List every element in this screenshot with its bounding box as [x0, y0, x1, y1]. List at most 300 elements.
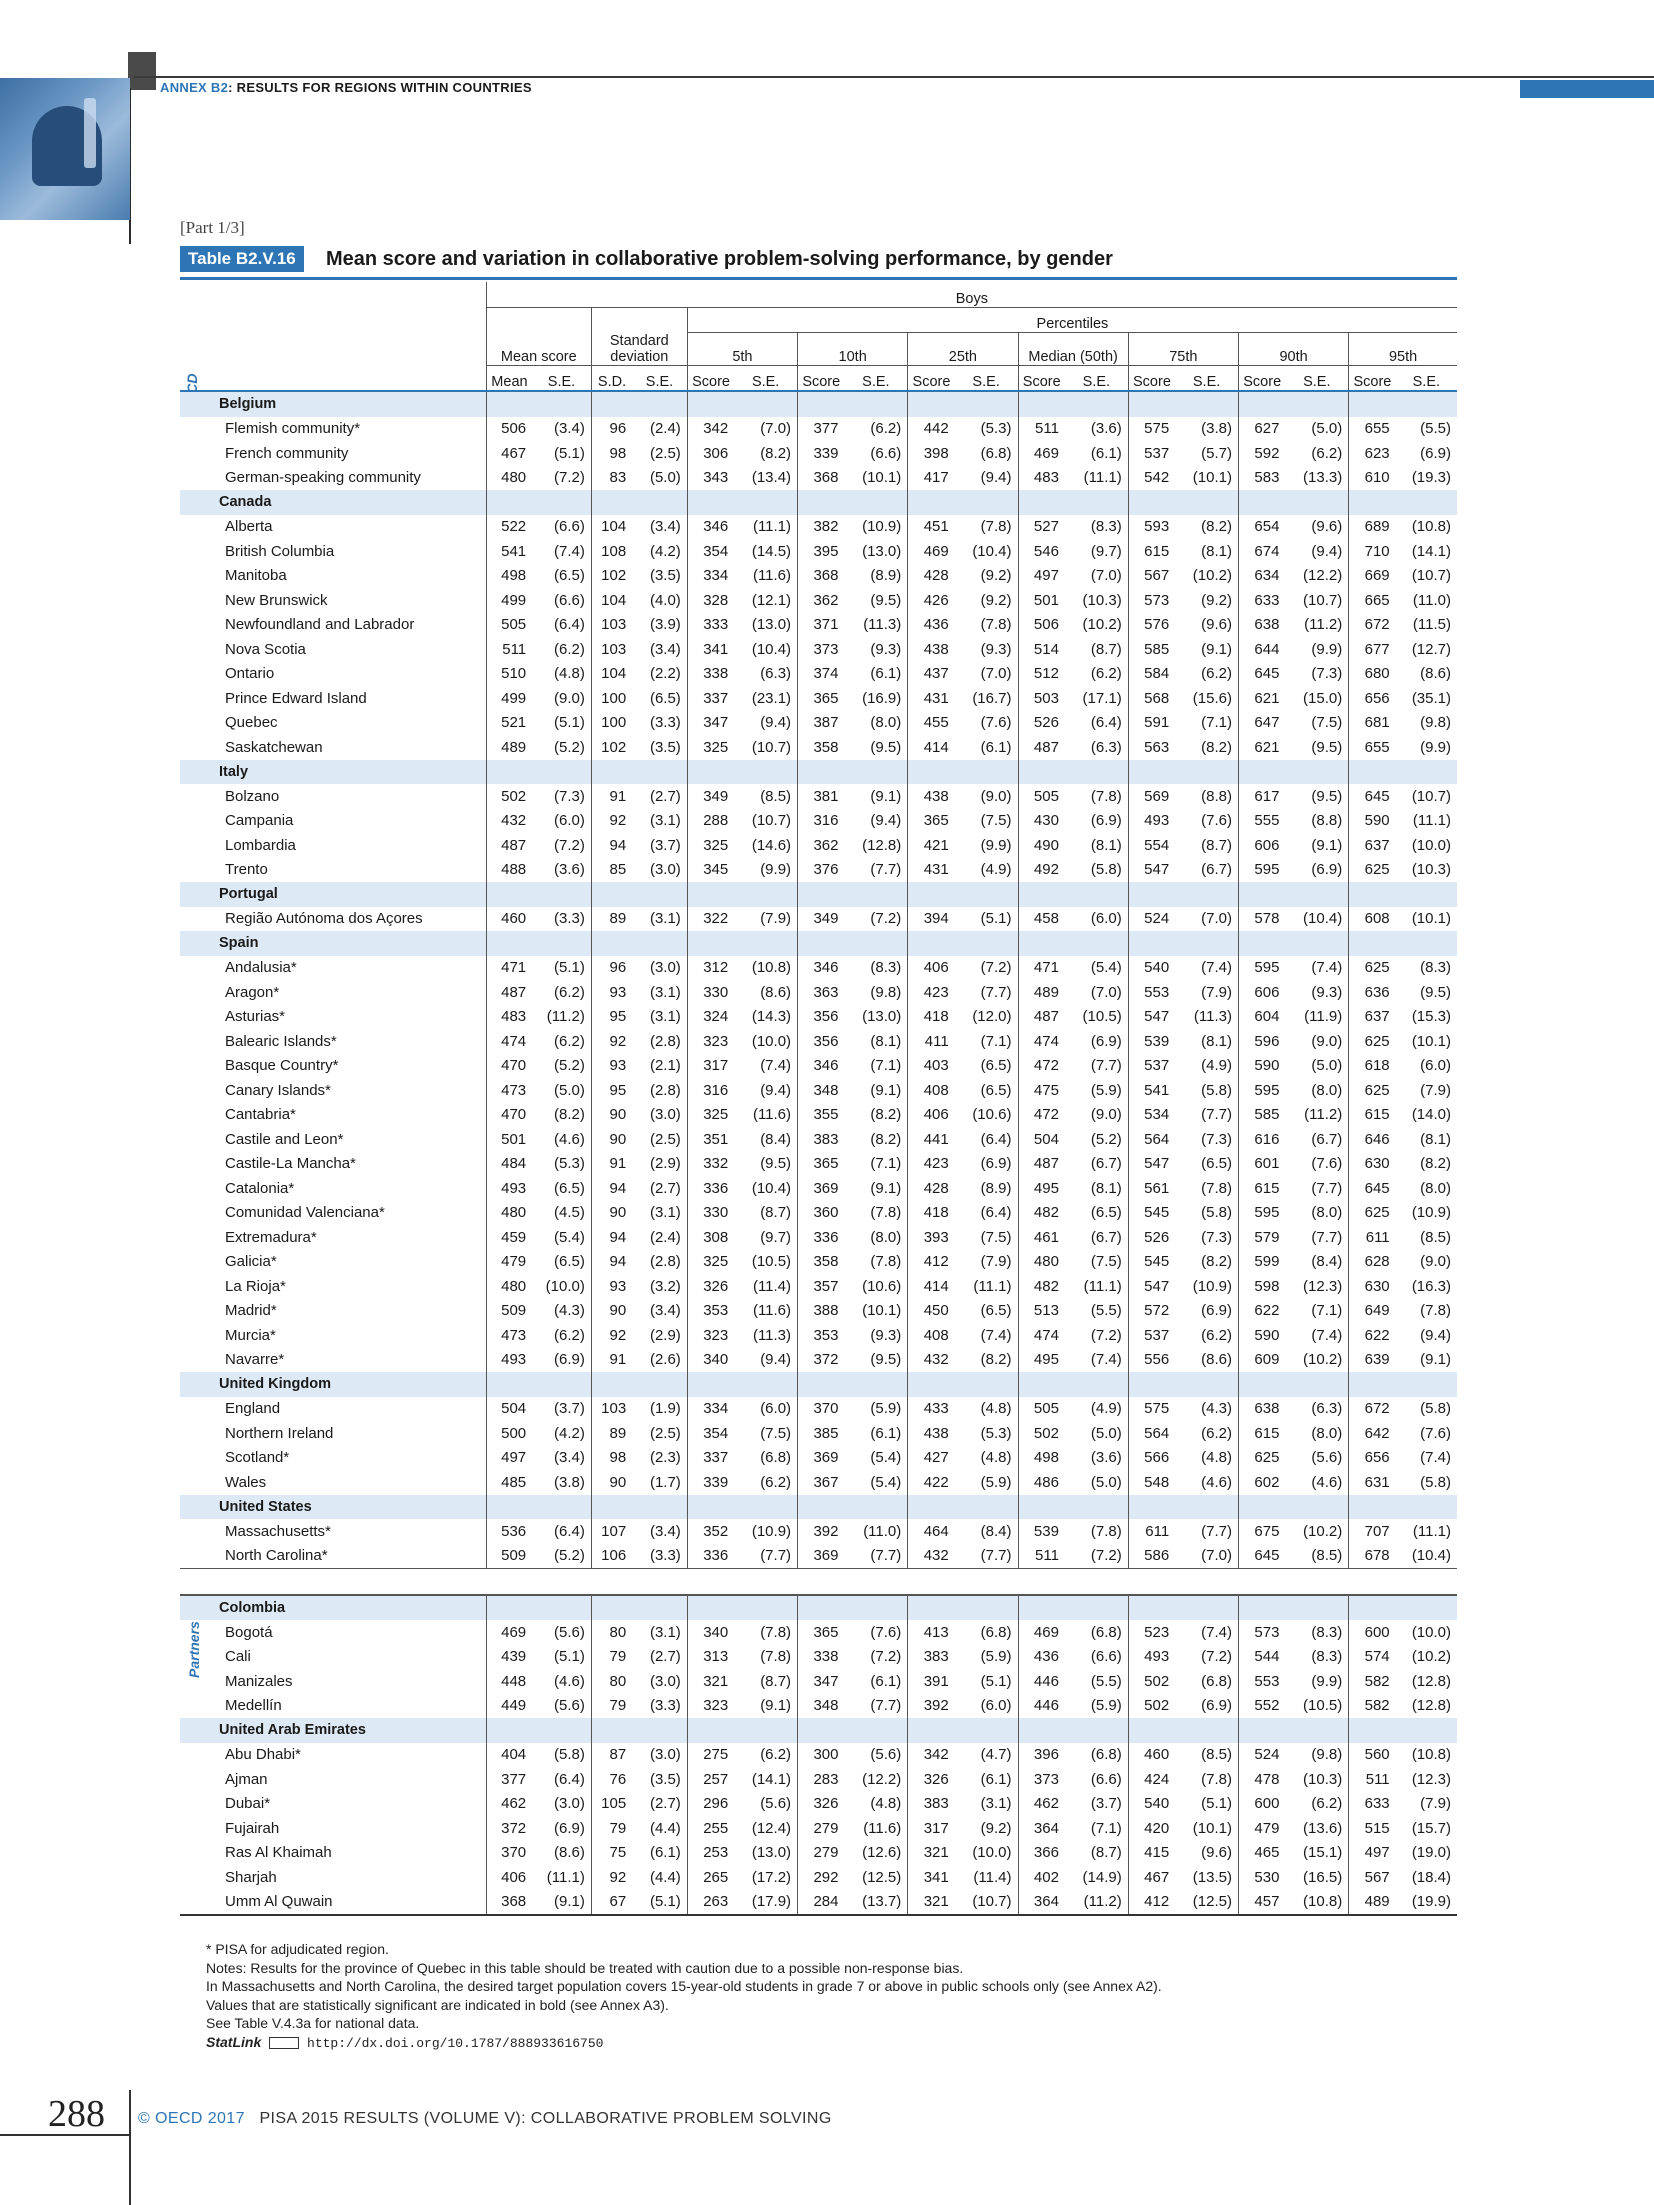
value-cell: 328	[687, 588, 734, 613]
value-cell: 79	[591, 1816, 632, 1841]
se-cell: (6.1)	[870, 1672, 902, 1690]
table-row	[180, 956, 1457, 981]
header-p90: 90th	[1238, 333, 1348, 366]
se-cell: (9.1)	[1201, 640, 1232, 658]
subheader-se: S.E.	[1065, 365, 1128, 391]
value-cell: 645	[1349, 1176, 1396, 1201]
se-cell: (7.8)	[1201, 1179, 1232, 1197]
value-cell: 655	[1349, 735, 1396, 760]
value-cell: 460	[1128, 1743, 1175, 1768]
value-cell: 621	[1238, 686, 1285, 711]
value-cell: 358	[798, 735, 845, 760]
value-cell: 502	[1128, 1694, 1175, 1719]
value-cell: 90	[591, 1299, 632, 1324]
table-row	[180, 1544, 1457, 1569]
se-cell: (5.8)	[1201, 1204, 1232, 1222]
se-cell: (7.6)	[1201, 812, 1232, 830]
value-cell: 330	[687, 1201, 734, 1226]
se-cell: (10.0)	[545, 1277, 585, 1295]
se-cell: (9.0)	[1090, 1106, 1122, 1124]
se-cell: (3.0)	[554, 1795, 585, 1813]
se-cell: (7.6)	[870, 1623, 902, 1641]
value-cell: 541	[486, 539, 532, 564]
se-cell: (8.1)	[1201, 542, 1232, 560]
footer-vertical-rule	[129, 2090, 131, 2205]
se-cell: (5.2)	[554, 738, 585, 756]
value-cell: 579	[1238, 1225, 1285, 1250]
value-cell: 637	[1349, 1005, 1396, 1030]
region-name: Wales	[225, 1473, 267, 1491]
value-cell: 647	[1238, 711, 1285, 736]
value-cell: 371	[798, 613, 845, 638]
value-cell: 656	[1349, 1446, 1396, 1471]
country-row	[180, 391, 1457, 417]
value-cell: 96	[591, 956, 632, 981]
value-cell: 504	[1018, 1127, 1065, 1152]
se-cell: (6.6)	[870, 444, 902, 462]
value-cell: 530	[1238, 1865, 1285, 1890]
se-cell: (1.7)	[649, 1473, 681, 1491]
value-cell: 348	[798, 1694, 845, 1719]
se-cell: (15.6)	[1192, 689, 1232, 707]
se-cell: (7.6)	[980, 714, 1012, 732]
se-cell: (10.1)	[862, 1302, 902, 1320]
country-row	[180, 882, 1457, 907]
value-cell: 313	[687, 1645, 734, 1670]
se-cell: (7.5)	[980, 812, 1012, 830]
se-cell: (2.8)	[649, 1253, 681, 1271]
value-cell: 339	[798, 441, 845, 466]
se-cell: (10.5)	[751, 1253, 792, 1271]
se-cell: (7.4)	[980, 1326, 1012, 1344]
se-cell: (6.8)	[980, 444, 1012, 462]
note-adjudicated: * PISA for adjudicated region.	[206, 1941, 389, 1957]
se-cell: (4.7)	[980, 1746, 1012, 1764]
se-cell: (10.8)	[1285, 1890, 1348, 1916]
table-row	[180, 809, 1457, 834]
table-row	[180, 1446, 1457, 1471]
value-cell: 497	[1349, 1841, 1396, 1866]
se-cell: (6.2)	[554, 640, 585, 658]
se-cell: (3.3)	[649, 714, 681, 732]
value-cell: 469	[486, 1620, 532, 1645]
header-p50: Median (50th)	[1018, 333, 1128, 366]
value-cell: 523	[1128, 1620, 1175, 1645]
region-name: Campania	[225, 812, 294, 830]
region-name: Manitoba	[225, 567, 287, 585]
se-cell: (12.6)	[862, 1844, 902, 1862]
value-cell: 625	[1349, 1201, 1396, 1226]
se-cell: (11.1)	[1412, 812, 1451, 830]
value-cell: 630	[1349, 1274, 1396, 1299]
se-cell: (5.0)	[1090, 1473, 1122, 1491]
value-cell: 472	[1018, 1054, 1065, 1079]
table-row	[180, 1176, 1457, 1201]
se-cell: (15.3)	[1411, 1008, 1451, 1026]
se-cell: (7.4)	[760, 1057, 792, 1075]
subheader-mean: Mean	[486, 365, 532, 391]
se-cell: (11.4)	[752, 1277, 792, 1295]
se-cell: (2.8)	[649, 1081, 681, 1099]
value-cell: 355	[798, 1103, 845, 1128]
value-cell: 489	[486, 735, 532, 760]
region-name: Navarre*	[225, 1351, 285, 1369]
value-cell: 90	[591, 1201, 632, 1226]
value-cell: 492	[1018, 858, 1065, 883]
se-cell: (18.4)	[1411, 1868, 1451, 1886]
table-row	[180, 1323, 1457, 1348]
value-cell: 351	[687, 1127, 734, 1152]
se-cell: (3.4)	[649, 1302, 681, 1320]
note-national-data: See Table V.4.3a for national data.	[206, 2015, 420, 2031]
value-cell: 602	[1238, 1470, 1285, 1495]
value-cell: 564	[1128, 1421, 1175, 1446]
se-cell: (7.4)	[1311, 959, 1343, 977]
value-cell: 511	[1349, 1767, 1396, 1792]
value-cell: 622	[1238, 1299, 1285, 1324]
region-name: Aragon*	[225, 983, 280, 1001]
annex-prefix: ANNEX B2	[160, 80, 229, 95]
value-cell: 347	[687, 711, 734, 736]
se-cell: (8.0)	[1311, 1081, 1343, 1099]
region-name: Bolzano	[225, 787, 280, 805]
se-cell: (12.3)	[1411, 1770, 1451, 1788]
value-cell: 609	[1238, 1348, 1285, 1373]
annex-heading	[160, 80, 532, 95]
region-name: Galicia*	[225, 1253, 277, 1271]
se-cell: (13.0)	[751, 1844, 792, 1862]
value-cell: 381	[798, 784, 845, 809]
se-cell: (8.4)	[1311, 1253, 1343, 1271]
value-cell: 595	[1238, 956, 1285, 981]
se-cell: (10.7)	[1411, 787, 1451, 805]
se-cell: (3.9)	[649, 616, 681, 634]
se-cell: (4.9)	[1090, 1400, 1122, 1418]
value-cell: 480	[486, 1201, 532, 1226]
se-cell: (7.2)	[554, 469, 585, 487]
value-cell: 616	[1238, 1127, 1285, 1152]
se-cell: (5.2)	[1090, 1130, 1122, 1148]
se-cell: (8.3)	[1311, 1648, 1343, 1666]
value-cell: 615	[1238, 1421, 1285, 1446]
se-cell: (8.9)	[980, 1179, 1012, 1197]
region-name: Newfoundland and Labrador	[225, 616, 415, 634]
se-cell: (5.2)	[554, 1057, 585, 1075]
value-cell: 104	[591, 662, 632, 687]
se-cell: (6.7)	[1201, 861, 1232, 879]
se-cell: (7.8)	[1090, 787, 1122, 805]
se-cell: (15.7)	[1411, 1819, 1451, 1837]
se-cell: (6.2)	[554, 1326, 585, 1344]
value-cell: 340	[687, 1620, 734, 1645]
value-cell: 628	[1349, 1250, 1396, 1275]
country-name: Spain	[180, 931, 486, 956]
se-cell: (5.4)	[870, 1449, 902, 1467]
value-cell: 89	[591, 907, 632, 932]
se-cell: (13.7)	[844, 1890, 907, 1916]
country-row	[180, 1372, 1457, 1397]
se-cell: (11.2)	[1065, 1890, 1128, 1916]
se-cell: (7.7)	[1090, 1057, 1122, 1075]
value-cell: 275	[687, 1743, 734, 1768]
se-cell: (6.2)	[1090, 665, 1122, 683]
se-cell: (7.1)	[870, 1155, 902, 1173]
se-cell: (6.2)	[1201, 1326, 1232, 1344]
subheader-se: S.E.	[1396, 365, 1457, 391]
se-cell: (5.9)	[1090, 1081, 1122, 1099]
se-cell: (3.0)	[649, 861, 681, 879]
value-cell: 537	[1128, 1054, 1175, 1079]
value-cell: 482	[1018, 1274, 1065, 1299]
value-cell: 317	[687, 1054, 734, 1079]
value-cell: 369	[798, 1176, 845, 1201]
se-cell: (9.2)	[980, 567, 1012, 585]
se-cell: (10.7)	[1411, 567, 1451, 585]
se-cell: (12.5)	[862, 1868, 902, 1886]
region-name: Ajman	[225, 1770, 268, 1788]
statlink-url[interactable]: http://dx.doi.org/10.1787/888933616750	[307, 2035, 604, 2051]
se-cell: (14.1)	[1411, 542, 1451, 560]
se-cell: (8.2)	[1420, 1155, 1451, 1173]
se-cell: (13.0)	[862, 542, 902, 560]
value-cell: 665	[1349, 588, 1396, 613]
value-cell: 346	[687, 515, 734, 540]
se-cell: (10.2)	[1303, 1351, 1343, 1369]
value-cell: 394	[908, 907, 955, 932]
se-cell: (6.9)	[1420, 444, 1451, 462]
value-cell: 322	[687, 907, 734, 932]
se-cell: (9.4)	[870, 812, 902, 830]
region-name: Trento	[225, 861, 268, 879]
header-standard-deviation: Standard deviation	[591, 333, 687, 366]
value-cell: 596	[1238, 1029, 1285, 1054]
header-photo	[0, 78, 130, 220]
value-cell: 336	[687, 1544, 734, 1569]
value-cell: 680	[1349, 662, 1396, 687]
se-cell: (7.4)	[1311, 1326, 1343, 1344]
table-row	[180, 1816, 1457, 1841]
se-cell: (4.0)	[649, 591, 681, 609]
table-row	[180, 735, 1457, 760]
value-cell: 625	[1349, 956, 1396, 981]
table-row	[180, 1348, 1457, 1373]
se-cell: (14.3)	[751, 1008, 792, 1026]
se-cell: (4.2)	[554, 1424, 585, 1442]
se-cell: (13.6)	[1303, 1819, 1343, 1837]
region-name: Northern Ireland	[225, 1424, 334, 1442]
subheader-se: S.E.	[1285, 365, 1348, 391]
se-cell: (16.7)	[972, 689, 1012, 707]
value-cell: 437	[908, 662, 955, 687]
se-cell: (7.1)	[980, 1032, 1012, 1050]
value-cell: 469	[1018, 441, 1065, 466]
value-cell: 534	[1128, 1103, 1175, 1128]
value-cell: 94	[591, 1176, 632, 1201]
se-cell: (11.1)	[1412, 1522, 1451, 1540]
se-cell: (10.0)	[751, 1032, 792, 1050]
value-cell: 521	[486, 711, 532, 736]
value-cell: 352	[687, 1519, 734, 1544]
country-name: Italy	[180, 760, 486, 785]
se-cell: (8.2)	[760, 444, 792, 462]
value-cell: 283	[798, 1767, 845, 1792]
value-cell: 560	[1349, 1743, 1396, 1768]
header-percentiles: Percentiles	[687, 307, 1457, 333]
value-cell: 353	[798, 1323, 845, 1348]
se-cell: (14.1)	[751, 1770, 792, 1788]
se-cell: (8.5)	[1420, 1228, 1451, 1246]
se-cell: (4.3)	[1201, 1400, 1232, 1418]
se-cell: (9.5)	[1311, 738, 1343, 756]
value-cell: 439	[486, 1645, 532, 1670]
value-cell: 263	[687, 1890, 734, 1916]
se-cell: (7.9)	[980, 1253, 1012, 1271]
subheader-se: S.E.	[1175, 365, 1238, 391]
region-name: Cali	[225, 1648, 251, 1666]
se-cell: (6.1)	[870, 1424, 902, 1442]
value-cell: 502	[486, 784, 532, 809]
value-cell: 474	[1018, 1029, 1065, 1054]
se-cell: (10.5)	[1082, 1008, 1122, 1026]
se-cell: (19.9)	[1396, 1890, 1457, 1916]
value-cell: 406	[908, 1103, 955, 1128]
value-cell: 625	[1349, 858, 1396, 883]
value-cell: 292	[798, 1865, 845, 1890]
se-cell: (6.9)	[1311, 861, 1343, 879]
value-cell: 87	[591, 1743, 632, 1768]
se-cell: (7.0)	[1090, 567, 1122, 585]
se-cell: (2.5)	[649, 1130, 681, 1148]
se-cell: (7.8)	[980, 518, 1012, 536]
value-cell: 553	[1238, 1669, 1285, 1694]
se-cell: (7.1)	[1201, 714, 1232, 732]
value-cell: 493	[486, 1176, 532, 1201]
value-cell: 461	[1018, 1225, 1065, 1250]
value-cell: 462	[1018, 1792, 1065, 1817]
se-cell: (7.0)	[760, 420, 792, 438]
value-cell: 675	[1238, 1519, 1285, 1544]
se-cell: (10.7)	[751, 738, 792, 756]
table-row	[180, 1274, 1457, 1299]
value-cell: 483	[1018, 466, 1065, 491]
se-cell: (2.7)	[649, 1648, 681, 1666]
value-cell: 383	[908, 1792, 955, 1817]
se-cell: (7.4)	[1090, 1351, 1122, 1369]
se-cell: (13.5)	[1192, 1868, 1232, 1886]
se-cell: (3.6)	[1090, 1449, 1122, 1467]
value-cell: 341	[908, 1865, 955, 1890]
subheader-se: S.E.	[955, 365, 1018, 391]
se-cell: (6.4)	[554, 1770, 585, 1788]
se-cell: (9.3)	[870, 640, 902, 658]
value-cell: 572	[1128, 1299, 1175, 1324]
value-cell: 487	[486, 980, 532, 1005]
se-cell: (8.2)	[870, 1130, 902, 1148]
se-cell: (6.5)	[1090, 1204, 1122, 1222]
se-cell: (17.2)	[751, 1868, 792, 1886]
table-header	[180, 282, 1457, 391]
se-cell: (6.5)	[554, 567, 585, 585]
value-cell: 458	[1018, 907, 1065, 932]
value-cell: 316	[798, 809, 845, 834]
partners-side-label: Partners	[186, 1621, 202, 1678]
region-name: Andalusia*	[225, 959, 297, 977]
value-cell: 474	[1018, 1323, 1065, 1348]
value-cell: 505	[486, 613, 532, 638]
value-cell: 369	[798, 1544, 845, 1569]
value-cell: 279	[798, 1816, 845, 1841]
value-cell: 479	[1238, 1816, 1285, 1841]
value-cell: 337	[687, 1446, 734, 1471]
value-cell: 377	[798, 417, 845, 442]
se-cell: (2.9)	[649, 1326, 681, 1344]
se-cell: (5.4)	[554, 1228, 585, 1246]
se-cell: (8.3)	[1311, 1623, 1343, 1641]
value-cell: 611	[1128, 1519, 1175, 1544]
se-cell: (11.1)	[973, 1277, 1012, 1295]
se-cell: (6.9)	[554, 1819, 585, 1837]
se-cell: (9.6)	[1201, 1844, 1232, 1862]
region-name: Basque Country*	[225, 1057, 339, 1075]
header-p75: 75th	[1128, 333, 1238, 366]
se-cell: (13.4)	[751, 469, 792, 487]
value-cell: 544	[1238, 1645, 1285, 1670]
se-cell: (3.4)	[554, 1449, 585, 1467]
se-cell: (10.8)	[751, 959, 792, 977]
se-cell: (9.9)	[980, 836, 1012, 854]
country-name: United Arab Emirates	[180, 1718, 486, 1743]
region-name: Medellín	[225, 1697, 282, 1715]
se-cell: (3.4)	[649, 640, 681, 658]
value-cell: 472	[1018, 1103, 1065, 1128]
value-cell: 473	[486, 1323, 532, 1348]
value-cell: 365	[798, 686, 845, 711]
se-cell: (12.7)	[1411, 640, 1451, 658]
value-cell: 669	[1349, 564, 1396, 589]
value-cell: 498	[486, 564, 532, 589]
country-name: Canada	[180, 490, 486, 515]
value-cell: 638	[1238, 1397, 1285, 1422]
value-cell: 432	[486, 809, 532, 834]
value-cell: 465	[1238, 1841, 1285, 1866]
se-cell: (6.2)	[554, 983, 585, 1001]
se-cell: (7.1)	[1311, 1302, 1343, 1320]
se-cell: (9.2)	[980, 1819, 1012, 1837]
value-cell: 103	[591, 637, 632, 662]
value-cell: 482	[1018, 1201, 1065, 1226]
se-cell: (10.1)	[1192, 469, 1232, 487]
value-cell: 567	[1349, 1865, 1396, 1890]
se-cell: (9.1)	[1311, 836, 1343, 854]
value-cell: 512	[1018, 662, 1065, 687]
statlink-label: StatLink	[206, 2033, 262, 2050]
se-cell: (4.4)	[649, 1819, 681, 1837]
se-cell: (10.7)	[955, 1890, 1018, 1916]
se-cell: (8.4)	[980, 1522, 1012, 1540]
value-cell: 323	[687, 1323, 734, 1348]
value-cell: 480	[486, 466, 532, 491]
se-cell: (7.9)	[1420, 1795, 1451, 1813]
value-cell: 324	[687, 1005, 734, 1030]
value-cell: 75	[591, 1841, 632, 1866]
se-cell: (4.6)	[554, 1672, 585, 1690]
value-cell: 348	[798, 1078, 845, 1103]
se-cell: (7.0)	[1090, 983, 1122, 1001]
region-name: Lombardia	[225, 836, 296, 854]
value-cell: 642	[1349, 1421, 1396, 1446]
se-cell: (5.2)	[554, 1547, 585, 1565]
se-cell: (9.7)	[760, 1228, 792, 1246]
